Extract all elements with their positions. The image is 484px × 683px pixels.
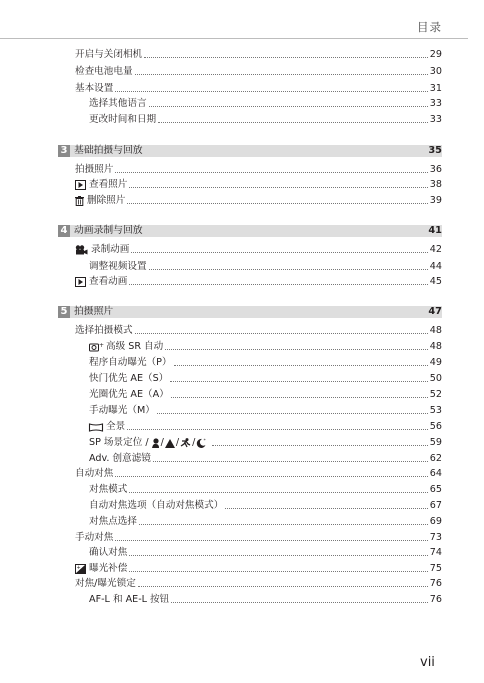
section-header[interactable] <box>58 306 442 318</box>
dot-leader <box>174 365 428 366</box>
toc-entry[interactable] <box>89 341 442 353</box>
toc-entry-text: 确认对焦 <box>89 547 128 558</box>
toc-entry[interactable] <box>75 83 442 95</box>
toc-entry-page: 53 <box>429 405 442 416</box>
toc-entry-text: 自动对焦选项（自动对焦模式） <box>89 500 224 511</box>
toc-entry-page: 33 <box>429 114 442 125</box>
toc-entry-label <box>75 578 136 590</box>
toc-entry-label <box>89 437 210 449</box>
toc-entry-text: 全景 <box>106 421 126 432</box>
dot-leader <box>135 74 428 75</box>
dot-leader <box>115 540 427 541</box>
toc-entry-text: 对焦点选择 <box>89 516 137 527</box>
landscape-icon <box>165 438 175 448</box>
section-page: 41 <box>428 225 442 236</box>
toc-entry-label <box>89 405 155 417</box>
toc-entry-text: 选择拍摄模式 <box>75 325 133 336</box>
svg-text:*: * <box>203 439 207 444</box>
toc-entry[interactable] <box>89 114 442 126</box>
toc-entry-label <box>75 244 129 256</box>
toc-entry-page: 59 <box>429 437 442 448</box>
toc-entry[interactable] <box>75 179 442 191</box>
dot-leader <box>129 492 427 493</box>
toc-entry-page: 75 <box>429 563 442 574</box>
toc-entry-text: 查看动画 <box>89 276 128 287</box>
toc-entry-page: 62 <box>429 453 442 464</box>
dot-leader <box>127 203 427 204</box>
toc-entry-page: 76 <box>429 578 442 589</box>
toc-entry[interactable] <box>89 484 442 496</box>
trash-icon <box>75 196 84 206</box>
dot-leader <box>138 586 428 587</box>
toc-entry[interactable] <box>89 516 442 528</box>
toc-entry[interactable] <box>89 373 442 385</box>
toc-entry[interactable] <box>75 563 442 575</box>
sport-icon <box>180 438 191 448</box>
toc-entry[interactable] <box>89 594 442 606</box>
dot-leader <box>153 461 428 462</box>
toc-entry[interactable] <box>89 547 442 559</box>
toc-entry-text: 更改时间和日期 <box>89 114 157 125</box>
toc-entry-text: 曝光补偿 <box>89 563 128 574</box>
toc-entry-text: 快门优先 AE（S） <box>89 373 169 384</box>
toc-entry[interactable] <box>75 164 442 176</box>
section-header[interactable] <box>58 225 442 237</box>
toc-entry[interactable] <box>75 49 442 61</box>
toc-entry-label <box>75 195 125 207</box>
toc-entry[interactable] <box>89 357 442 369</box>
toc-entry[interactable] <box>75 578 442 590</box>
slash-separator: / <box>160 437 164 448</box>
toc-entry-text: 对焦/曝光锁定 <box>75 578 136 589</box>
toc-entry[interactable] <box>89 500 442 512</box>
slash-separator: / <box>192 437 196 448</box>
toc-entry-label <box>89 500 223 512</box>
dot-leader <box>131 252 427 253</box>
toc-entry-label <box>75 164 113 176</box>
toc-entry-label <box>89 453 151 465</box>
toc-entry[interactable] <box>89 98 442 110</box>
dot-leader <box>127 429 428 430</box>
toc-entry-text: 手动对焦 <box>75 532 114 543</box>
toc-entry-page: 44 <box>429 261 442 272</box>
section-number: 4 <box>58 225 70 237</box>
toc-entry-page: 76 <box>429 594 442 605</box>
toc-entry-label <box>89 261 147 273</box>
dot-leader <box>115 91 427 92</box>
dot-leader <box>157 413 428 414</box>
toc-entry-label <box>75 276 127 288</box>
toc-entry-label <box>75 179 127 191</box>
toc-entry-text: AF-L 和 AE-L 按钮 <box>89 594 170 605</box>
toc-entry-text: 高级 SR 自动 <box>106 341 164 352</box>
toc-entry-page: 31 <box>429 83 442 94</box>
dot-leader <box>170 381 427 382</box>
dot-leader <box>129 187 427 188</box>
toc-entry-label <box>75 66 133 78</box>
toc-entry-page: 65 <box>429 484 442 495</box>
toc-entry-text: 选择其他语言 <box>89 98 147 109</box>
toc-entry-label <box>89 341 163 353</box>
toc-entry[interactable] <box>75 244 442 256</box>
toc-entry-page: 73 <box>429 532 442 543</box>
toc-entry-page: 69 <box>429 516 442 527</box>
section-number: 3 <box>58 145 70 157</box>
toc-entry[interactable] <box>75 195 442 207</box>
toc-entry[interactable] <box>89 421 442 433</box>
toc-entry-page: 48 <box>429 325 442 336</box>
toc-entry[interactable] <box>75 325 442 337</box>
toc-entry[interactable] <box>89 405 442 417</box>
toc-entry-label <box>75 325 133 337</box>
dot-leader <box>171 397 428 398</box>
toc-entry-text: 拍摄照片 <box>75 164 114 175</box>
page-number: vii <box>420 655 435 670</box>
playback-icon <box>75 180 86 190</box>
toc-entry-label <box>89 421 125 433</box>
toc-entry-text: 检查电池电量 <box>75 66 133 77</box>
dot-leader <box>165 349 428 350</box>
toc-entry-label <box>89 373 168 385</box>
toc-entry-page: 48 <box>429 341 442 352</box>
toc-entry-text: 对焦模式 <box>89 484 128 495</box>
toc-entry[interactable] <box>75 532 442 544</box>
section-page: 47 <box>428 306 442 317</box>
toc-entry-page: 52 <box>429 389 442 400</box>
dot-leader <box>171 602 428 603</box>
toc-entry-page: 45 <box>429 276 442 287</box>
toc-entry-text: 自动对焦 <box>75 468 114 479</box>
section-number: 5 <box>58 306 70 318</box>
toc-entry-page: 67 <box>429 500 442 511</box>
toc-entry-page: 30 <box>429 66 442 77</box>
toc-entry-text: 手动曝光（M） <box>89 405 155 416</box>
dot-leader <box>129 284 427 285</box>
toc-entry[interactable] <box>89 453 442 465</box>
dot-leader <box>212 445 427 446</box>
toc-entry-page: 64 <box>429 468 442 479</box>
dot-leader <box>135 333 428 334</box>
toc-entry-text: 基本设置 <box>75 83 114 94</box>
page-header-title: 目录 <box>417 20 442 34</box>
dot-leader <box>225 508 427 509</box>
toc-entry-label <box>75 83 113 95</box>
toc-entry-page: 50 <box>429 373 442 384</box>
section-header[interactable] <box>58 145 442 157</box>
toc-entry-label <box>89 98 147 110</box>
toc-entry-page: 38 <box>429 179 442 190</box>
toc-entry-text: 开启与关闭相机 <box>75 49 143 60</box>
sr-auto-icon <box>89 342 103 352</box>
svg-text:+: + <box>76 565 81 571</box>
dot-leader <box>129 555 427 556</box>
toc-entry[interactable] <box>89 389 442 401</box>
portrait-icon <box>151 438 160 448</box>
toc-entry-label <box>75 563 127 575</box>
toc-entry-label <box>75 468 113 480</box>
toc-entry-page: 56 <box>429 421 442 432</box>
toc-entry-text: 录制动画 <box>91 244 130 255</box>
dot-leader <box>158 122 428 123</box>
slash-separator: / <box>175 437 180 448</box>
toc-entry[interactable] <box>75 276 442 288</box>
toc-entry-label <box>89 547 127 559</box>
dot-leader <box>149 269 428 270</box>
toc-entry[interactable] <box>89 261 442 273</box>
section-title: 动画录制与回放 <box>74 225 143 236</box>
toc-entry-text: SP 场景定位 / <box>89 437 149 448</box>
scene-mode-icons <box>149 437 211 449</box>
toc-entry-label <box>89 594 169 606</box>
movie-camera-icon <box>75 245 88 255</box>
toc-entry-label <box>89 357 172 369</box>
panorama-icon <box>89 423 103 432</box>
dot-leader <box>139 524 428 525</box>
dot-leader <box>115 172 427 173</box>
toc-entry-page: 74 <box>429 547 442 558</box>
toc-entry[interactable] <box>75 468 442 480</box>
toc-entry-page: 33 <box>429 98 442 109</box>
section-page: 35 <box>428 145 442 156</box>
toc-entry-label <box>89 389 169 401</box>
dot-leader <box>149 106 428 107</box>
toc-entry-text: 调整视频设置 <box>89 261 147 272</box>
exposure-comp-icon <box>75 564 86 574</box>
toc-entry-label <box>89 114 156 126</box>
toc-entry-label <box>89 484 127 496</box>
toc-entry-page: 36 <box>429 164 442 175</box>
section-title: 基础拍摄与回放 <box>74 145 143 156</box>
toc-entry-label <box>75 532 113 544</box>
playback-icon <box>75 277 86 287</box>
toc-entry-page: 39 <box>429 195 442 206</box>
night-icon <box>196 438 207 448</box>
dot-leader <box>115 476 427 477</box>
toc-entry-label <box>89 516 137 528</box>
toc-entry-page: 42 <box>429 244 442 255</box>
dot-leader <box>129 571 427 572</box>
dot-leader <box>144 57 428 58</box>
toc-entry[interactable] <box>75 66 442 78</box>
toc-entry-text: 程序自动曝光（P） <box>89 357 172 368</box>
toc-entry-text: 光圈优先 AE（A） <box>89 389 169 400</box>
svg-text:+: + <box>99 342 105 349</box>
toc-entry-text: 删除照片 <box>87 195 126 206</box>
toc-entry-text: 查看照片 <box>89 179 128 190</box>
toc-entry-page: 49 <box>429 357 442 368</box>
toc-entry-label <box>75 49 142 61</box>
toc-entry[interactable] <box>89 437 442 449</box>
section-title: 拍摄照片 <box>74 306 114 317</box>
toc-entry-text: Adv. 创意滤镜 <box>89 453 151 464</box>
toc-entry-page: 29 <box>429 49 442 60</box>
